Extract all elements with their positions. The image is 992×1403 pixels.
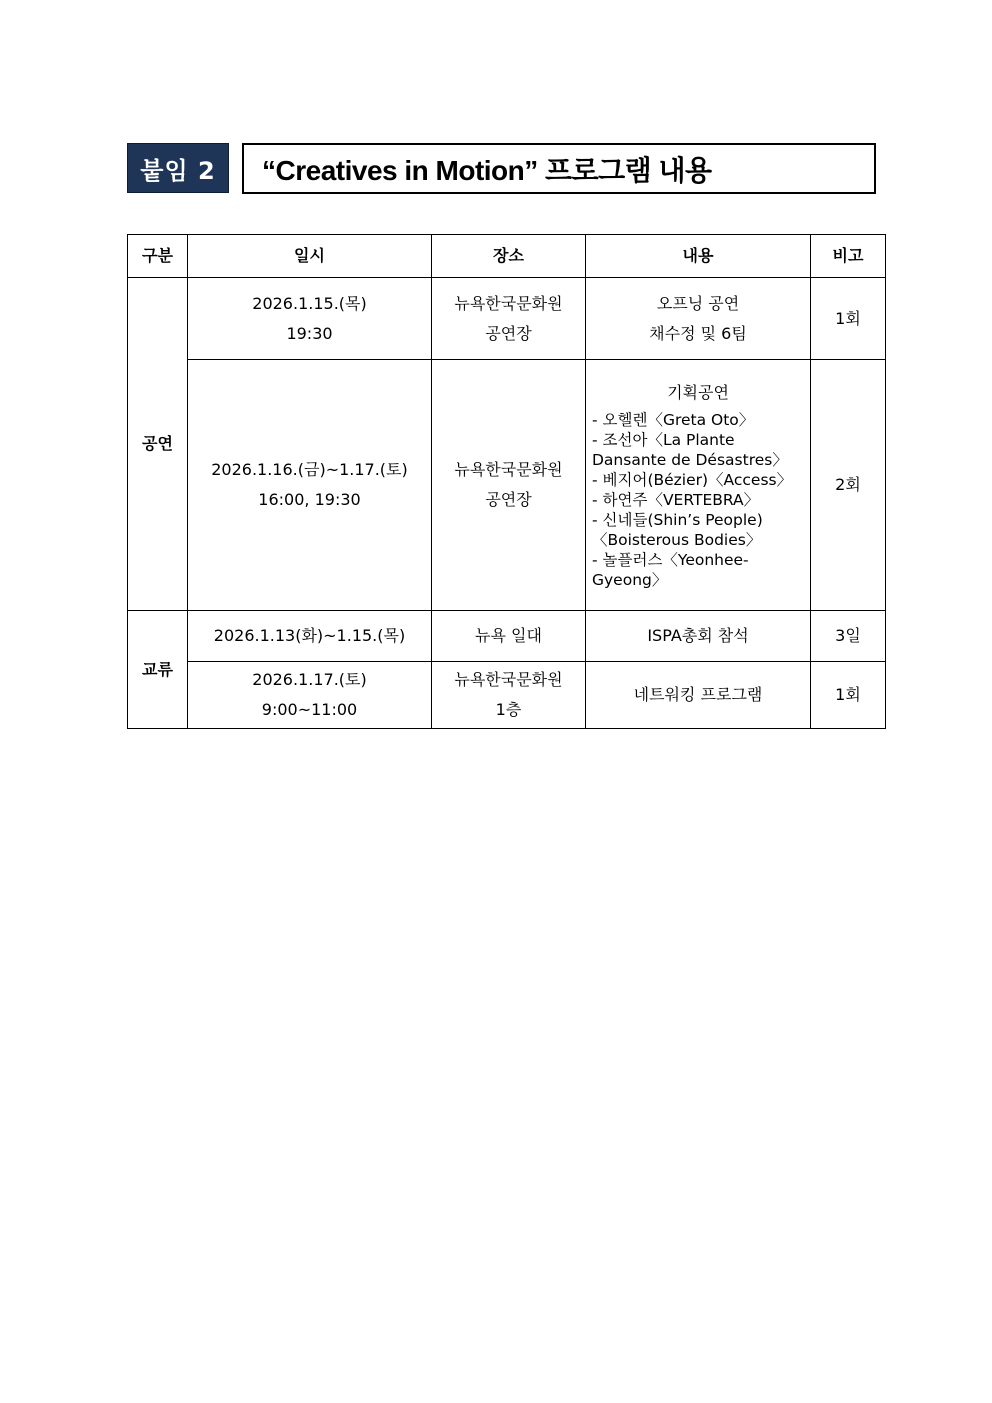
note-cell: 1회 (811, 278, 886, 360)
program-table (127, 234, 886, 729)
column-header-datetime: 일시 (188, 235, 432, 278)
date-cell (188, 662, 432, 729)
content-line: 네트워킹 프로그램 (633, 685, 763, 704)
date-line: 2026.1.17.(토) (252, 670, 367, 689)
venue-line: 공연장 (485, 323, 532, 343)
date-cell (188, 611, 432, 662)
column-header-venue: 장소 (432, 235, 586, 278)
column-header-category: 구분 (128, 235, 188, 278)
list-item: - 조선아〈La Plante Dansante de Désastres〉 (592, 431, 788, 469)
column-header-content: 내용 (586, 235, 811, 278)
venue-line: 1층 (495, 700, 522, 719)
venue-cell (432, 611, 586, 662)
content-cell (586, 278, 811, 360)
list-item: - 하연주〈VERTEBRA〉 (592, 491, 760, 509)
content-line: 채수정 및 6팀 (649, 323, 747, 343)
table-row (128, 278, 886, 360)
venue-line: 뉴욕 일대 (475, 626, 542, 645)
time-line: 19:30 (286, 323, 333, 343)
table-row (128, 611, 886, 662)
venue-line: 뉴욕한국문화원 (454, 293, 563, 313)
content-cell (586, 360, 811, 611)
attachment-badge (127, 143, 229, 193)
note-cell: 2회 (811, 360, 886, 611)
performance-list (590, 410, 806, 590)
table-header-row (128, 235, 886, 278)
venue-cell (432, 360, 586, 611)
date-line: 2026.1.16.(금)~1.17.(토) (211, 460, 408, 479)
venue-line: 뉴욕한국문화원 (454, 460, 563, 479)
venue-line: 공연장 (485, 490, 532, 509)
date-cell (188, 360, 432, 611)
category-cell-exchange: 교류 (128, 611, 188, 729)
table-row (128, 360, 886, 611)
content-cell (586, 662, 811, 729)
date-line: 2026.1.15.(목) (252, 293, 367, 313)
table-row (128, 662, 886, 729)
time-line: 9:00~11:00 (261, 700, 358, 719)
content-line: 오프닝 공연 (656, 293, 740, 313)
content-heading: 기획공연 (667, 383, 729, 402)
content-cell (586, 611, 811, 662)
list-item: - 신네들(Shin’s People)〈Boisterous Bodies〉 (592, 511, 763, 549)
venue-line: 뉴욕한국문화원 (454, 670, 563, 689)
date-cell (188, 278, 432, 360)
list-item: - 오헬렌〈Greta Oto〉 (592, 411, 755, 429)
category-cell-performance: 공연 (128, 278, 188, 611)
list-item: - 놀플러스〈Yeonhee-Gyeong〉 (592, 551, 749, 589)
page-title: “Creatives in Motion” 프로그램 내용 (262, 154, 712, 186)
column-header-note: 비고 (811, 235, 886, 278)
date-line: 2026.1.13(화)~1.15.(목) (213, 626, 406, 645)
venue-cell (432, 278, 586, 360)
venue-cell (432, 662, 586, 729)
time-line: 16:00, 19:30 (258, 490, 361, 509)
note-cell: 1회 (811, 662, 886, 729)
title-box (242, 143, 876, 194)
content-line: ISPA총회 참석 (647, 626, 749, 645)
list-item: - 베지어(Bézier)〈Access〉 (592, 471, 793, 489)
attachment-badge-label: 붙임 2 (140, 156, 216, 185)
note-cell: 3일 (811, 611, 886, 662)
